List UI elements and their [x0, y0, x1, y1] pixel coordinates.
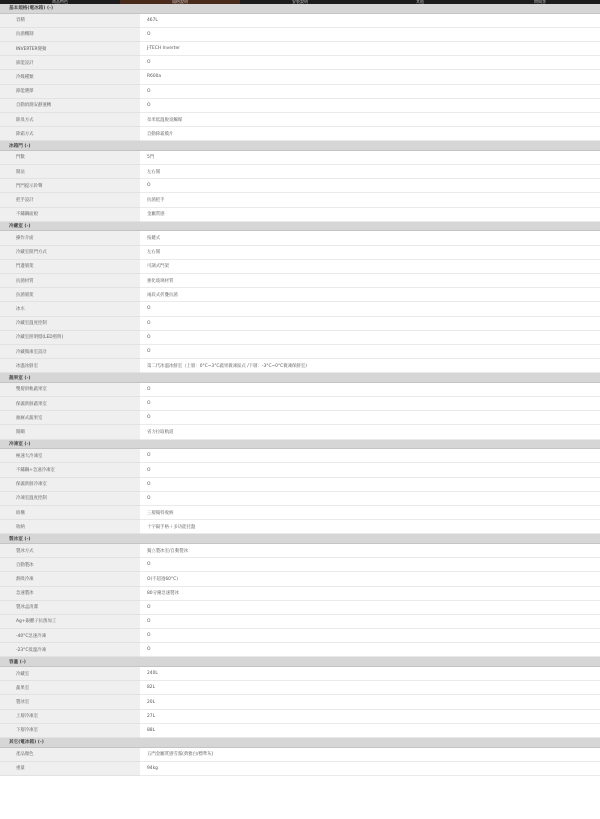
section-header[interactable]: 蔬果室 (-): [0, 373, 600, 383]
spec-row: [0, 260, 600, 274]
spec-value: 奈米低溫脫臭觸媒: [140, 113, 600, 127]
spec-row: [0, 165, 600, 179]
spec-label: 不鏽鋼面板: [0, 208, 140, 222]
spec-value: O: [140, 558, 600, 572]
spec-label: 除臭方式: [0, 113, 140, 127]
spec-value: 五門金屬質感雪霧(典雅白/標準灰): [140, 748, 600, 762]
spec-value: O: [140, 615, 600, 629]
spec-label: 收納: [0, 520, 140, 534]
spec-row: [0, 615, 600, 629]
spec-row: [0, 193, 600, 207]
spec-label: 容積: [0, 14, 140, 28]
spec-label: 上層冷凍室: [0, 710, 140, 724]
spec-value: 27L: [140, 710, 600, 724]
spec-value: 抗菌把手: [140, 193, 600, 207]
spec-row: [0, 42, 600, 56]
spec-row: [0, 681, 600, 695]
spec-label: 抽屜式蔬果室: [0, 411, 140, 425]
spec-value: 94kg: [140, 762, 600, 776]
spec-row: [0, 724, 600, 738]
spec-row: [0, 506, 600, 520]
spec-label: 把手設計: [0, 193, 140, 207]
spec-row: [0, 520, 600, 534]
spec-row: [0, 56, 600, 70]
spec-value: 5門: [140, 151, 600, 165]
spec-row: [0, 411, 600, 425]
section-header[interactable]: 冰箱門 (-): [0, 141, 600, 151]
spec-value: 自動除霜膜片: [140, 127, 600, 141]
spec-value: 左右開: [140, 165, 600, 179]
spec-label: 冷藏室溫度控制: [0, 317, 140, 331]
spec-row: [0, 85, 600, 99]
spec-row: [0, 302, 600, 316]
spec-label: 熱吸冷凍: [0, 572, 140, 586]
section-header[interactable]: 其它(電冰箱) (-): [0, 738, 600, 748]
spec-value: 88L: [140, 724, 600, 738]
spec-value: O(不超過60°C): [140, 572, 600, 586]
spec-label: 雙層滑軌蔬果室: [0, 383, 140, 397]
spec-label: 冷媒種類: [0, 70, 140, 84]
tab-2[interactable]: 安裝說明: [292, 0, 308, 4]
spec-row: [0, 317, 600, 331]
spec-value: O: [140, 28, 600, 42]
spec-value: R600a: [140, 70, 600, 84]
spec-label: 製冰方式: [0, 544, 140, 558]
spec-value: 兩段式折疊抗菌: [140, 288, 600, 302]
section-header[interactable]: 冷藏室 (-): [0, 222, 600, 232]
spec-row: [0, 359, 600, 373]
spec-value: 240L: [140, 667, 600, 681]
spec-row: [0, 695, 600, 709]
spec-row: [0, 425, 600, 439]
spec-row: [0, 629, 600, 643]
spec-label: 保濕新鮮蔬果室: [0, 397, 140, 411]
spec-label: 產品顏色: [0, 748, 140, 762]
spec-value: O: [140, 345, 600, 359]
spec-row: [0, 208, 600, 222]
spec-value: O: [140, 383, 600, 397]
spec-row: [0, 762, 600, 776]
spec-value: O: [140, 99, 600, 113]
spec-label: 冷藏室: [0, 667, 140, 681]
spec-value: O: [140, 331, 600, 345]
spec-label: -23°C低溫冷凍: [0, 643, 140, 657]
spec-row: [0, 28, 600, 42]
spec-value: 20L: [140, 695, 600, 709]
spec-value: O: [140, 317, 600, 331]
spec-label: 蔬果室: [0, 681, 140, 695]
spec-value: O: [140, 601, 600, 615]
section-header[interactable]: 製冰室 (-): [0, 534, 600, 544]
spec-row: [0, 179, 600, 193]
spec-row: [0, 601, 600, 615]
spec-table: [0, 4, 600, 776]
spec-value: O: [140, 629, 600, 643]
section-header[interactable]: 基本規格(電冰箱) (-): [0, 4, 600, 14]
spec-row: [0, 383, 600, 397]
spec-value: 可調式門架: [140, 260, 600, 274]
spec-row: [0, 449, 600, 463]
tab-0[interactable]: 商品特色: [52, 0, 68, 4]
spec-row: [0, 397, 600, 411]
spec-row: [0, 231, 600, 245]
spec-value: O: [140, 643, 600, 657]
spec-label: 製冰室: [0, 695, 140, 709]
spec-label: 抗菌層架: [0, 288, 140, 302]
spec-row: [0, 331, 600, 345]
spec-row: [0, 587, 600, 601]
tab-4[interactable]: 問與答: [534, 0, 546, 4]
spec-value: O: [140, 449, 600, 463]
spec-row: [0, 99, 600, 113]
spec-value: 獨立製冰室/自動製冰: [140, 544, 600, 558]
spec-value: O: [140, 397, 600, 411]
spec-value: 十字隔手格＋多功能托盤: [140, 520, 600, 534]
spec-label: 操作介面: [0, 231, 140, 245]
spec-label: 冷藏微凍室設計: [0, 345, 140, 359]
spec-row: [0, 288, 600, 302]
spec-label: 抗菌機制: [0, 28, 140, 42]
spec-value: 左右開: [140, 246, 600, 260]
tab-3[interactable]: 其他: [416, 0, 424, 4]
spec-label: 冰溫冰鮮室: [0, 359, 140, 373]
spec-label: 開法: [0, 165, 140, 179]
spec-row: [0, 274, 600, 288]
spec-row: [0, 643, 600, 657]
spec-value: J-TECH Inverter: [140, 42, 600, 56]
spec-row: [0, 463, 600, 477]
spec-value: O: [140, 411, 600, 425]
spec-label: 急速製冰: [0, 587, 140, 601]
section-header[interactable]: 冷凍室 (-): [0, 440, 600, 450]
spec-row: [0, 345, 600, 359]
spec-value: 金屬質感: [140, 208, 600, 222]
spec-value: O: [140, 463, 600, 477]
spec-row: [0, 478, 600, 492]
spec-value: 省力拉取軌道: [140, 425, 600, 439]
spec-label: 冰水: [0, 302, 140, 316]
spec-value: 82L: [140, 681, 600, 695]
spec-value: O: [140, 492, 600, 506]
spec-value: O: [140, 85, 600, 99]
spec-label: INVERTER變頻: [0, 42, 140, 56]
spec-row: [0, 70, 600, 84]
spec-label: Ag+銀離子抗菌加工: [0, 615, 140, 629]
spec-value: O: [140, 302, 600, 316]
spec-label: 製冰盒清潔: [0, 601, 140, 615]
spec-row: [0, 572, 600, 586]
spec-row: [0, 710, 600, 724]
spec-value: 強化玻璃材質: [140, 274, 600, 288]
tab-1[interactable]: 規格說明: [120, 0, 240, 4]
spec-label: 保濕新鮮冷凍室: [0, 478, 140, 492]
spec-label: 抗菌材質: [0, 274, 140, 288]
spec-label: 門數: [0, 151, 140, 165]
spec-value: 三層獨特收納: [140, 506, 600, 520]
spec-row: [0, 127, 600, 141]
spec-row: [0, 492, 600, 506]
spec-value: 80分鐘急速製冰: [140, 587, 600, 601]
spec-row: [0, 246, 600, 260]
spec-row: [0, 667, 600, 681]
spec-label: 門門提示鈴聲: [0, 179, 140, 193]
spec-row: [0, 14, 600, 28]
spec-label: 門邊層架: [0, 260, 140, 274]
spec-label: 冷凍室溫度控制: [0, 492, 140, 506]
spec-value: 467L: [140, 14, 600, 28]
spec-label: 冷藏室照明燈(LED照明): [0, 331, 140, 345]
spec-value: O: [140, 56, 600, 70]
spec-label: 除霜方式: [0, 127, 140, 141]
spec-label: 下層冷凍室: [0, 724, 140, 738]
spec-value: O: [140, 179, 600, 193]
spec-value: O: [140, 478, 600, 492]
spec-row: [0, 544, 600, 558]
spec-label: 自動製冰: [0, 558, 140, 572]
spec-value: 第二代冰溫冰鮮室（上層：0°C~3°C蔬果微凍區式 /下層：-3°C~0°C微凍保鮮室): [140, 359, 600, 373]
spec-value: 按鍵式: [140, 231, 600, 245]
spec-label: 節能選擇: [0, 85, 140, 99]
spec-row: [0, 113, 600, 127]
spec-label: 節能設計: [0, 56, 140, 70]
spec-row: [0, 151, 600, 165]
spec-label: -40°C急速冷凍: [0, 629, 140, 643]
section-header[interactable]: 容量 (-): [0, 657, 600, 667]
spec-tabs: [0, 0, 600, 4]
spec-label: 冷藏室開門方式: [0, 246, 140, 260]
spec-label: 自動偵測安靜運轉: [0, 99, 140, 113]
spec-row: [0, 558, 600, 572]
spec-label: 不鏽鋼+急速冷凍室: [0, 463, 140, 477]
spec-row: [0, 748, 600, 762]
spec-label: 重量: [0, 762, 140, 776]
spec-label: 開關: [0, 425, 140, 439]
spec-label: 結構: [0, 506, 140, 520]
spec-label: 極速大冷凍室: [0, 449, 140, 463]
